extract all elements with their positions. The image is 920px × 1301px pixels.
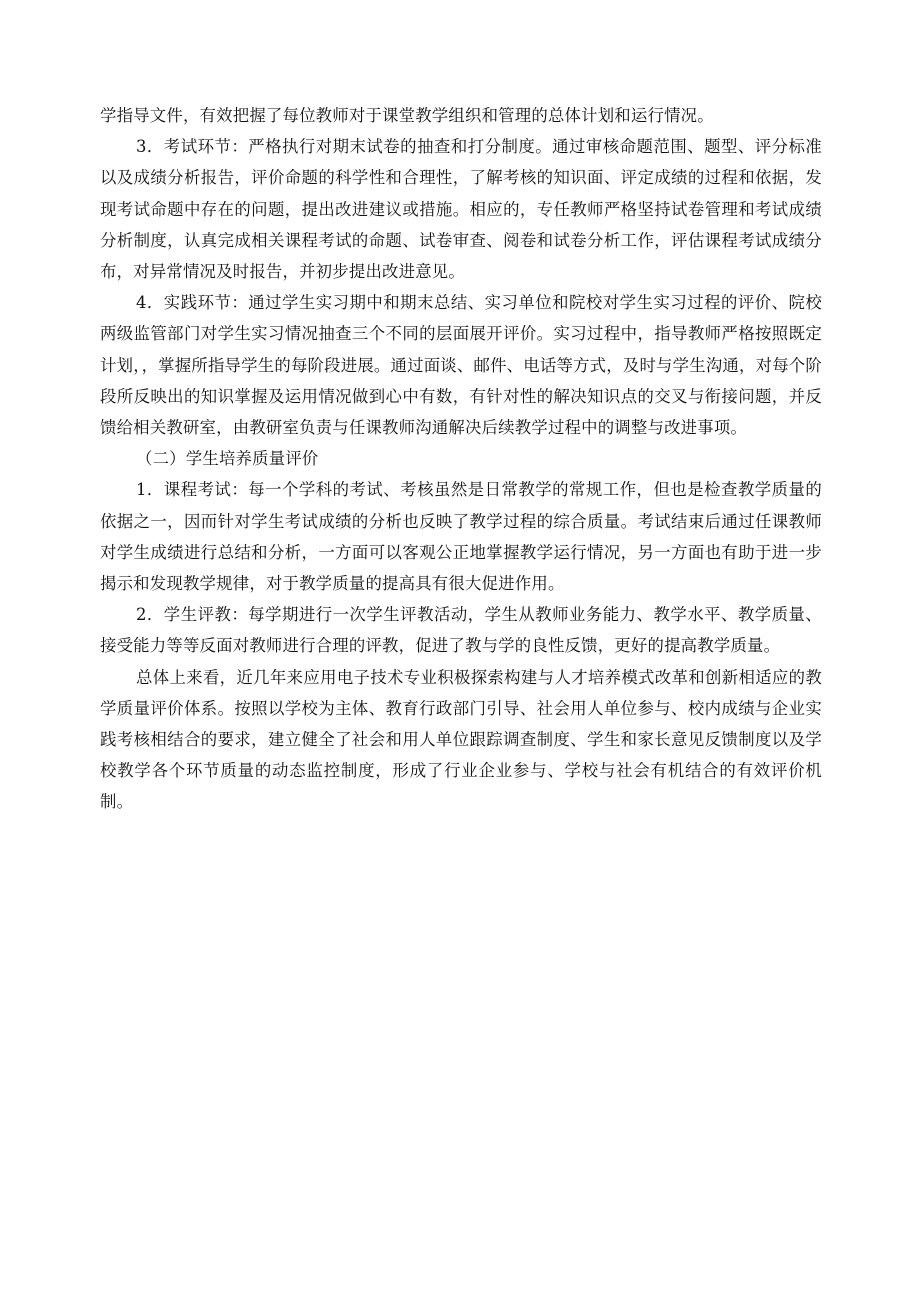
paragraph-summary: 总体上来看，近几年来应用电子技术专业积极探索构建与人才培养模式改革和创新相适应的教学质量评价体系。按照以学校为主体、教育行政部门引导、社会用人单位参与、校内成绩与企业实践考核相结合的要求，建立健全了社会和用人单位跟踪调查制度、学生和家长意见反馈制度以及学校教学各个环节质量的动态监控制度，形成了行业企业参与、学校与社会有机结合的有效评价机制。	[100, 667, 822, 812]
document-page	[100, 100, 822, 818]
paragraph-course-exam: 1．课程考试：每一个学科的考试、考核虽然是日常教学的常规工作，但也是检查教学质量的依据之一，因而针对学生考试成绩的分析也反映了教学过程的综合质量。考试结束后通过任课教师对学生成绩进行总结和分析，一方面可以客观公正地掌握教学运行情况，另一方面也有助于进一步揭示和发现教学规律，对于教学质量的提高具有很大促进作用。	[100, 480, 822, 594]
paragraph-student-evaluation: 2．学生评教：每学期进行一次学生评教活动，学生从教师业务能力、教学水平、教学质量、接受能力等等反面对教师进行合理的评教，促进了教与学的良性反馈，更好的提高教学质量。	[100, 605, 822, 656]
paragraph-practice-section: 4．实践环节：通过学生实习期中和期末总结、实习单位和院校对学生实习过程的评价、院校两级监管部门对学生实习情况抽查三个不同的层面展开评价。实习过程中，指导教师严格按照既定计划，，掌握所指导学生的每阶段进展。通过面谈、邮件、电话等方式，及时与学生沟通，对每个阶段所反映出的知识掌握及运用情况做到心中有数，有针对性的解决知识点的交叉与衔接问题，并反馈给相关教研室，由教研室负责与任课教师沟通解决后续教学过程中的调整与改进事项。	[100, 293, 822, 438]
paragraph-continuation: 学指导文件，有效把握了每位教师对于课堂教学组织和管理的总体计划和运行情况。	[100, 106, 714, 125]
section-heading-student-quality: （二）学生培养质量评价	[136, 449, 319, 469]
paragraph-exam-section: 3．考试环节：严格执行对期末试卷的抽查和打分制度。通过审核命题范围、题型、评分标准以及成绩分析报告，评价命题的科学性和合理性，了解考核的知识面、评定成绩的过程和依据，发现考试命题中存在的问题，提出改进建议或措施。相应的，专任教师严格坚持试卷管理和考试成绩分析制度，认真完成相关课程考试的命题、试卷审查、阅卷和试卷分析工作，评估课程考试成绩分布，对异常情况及时报告，并初步提出改进意见。	[100, 137, 822, 282]
